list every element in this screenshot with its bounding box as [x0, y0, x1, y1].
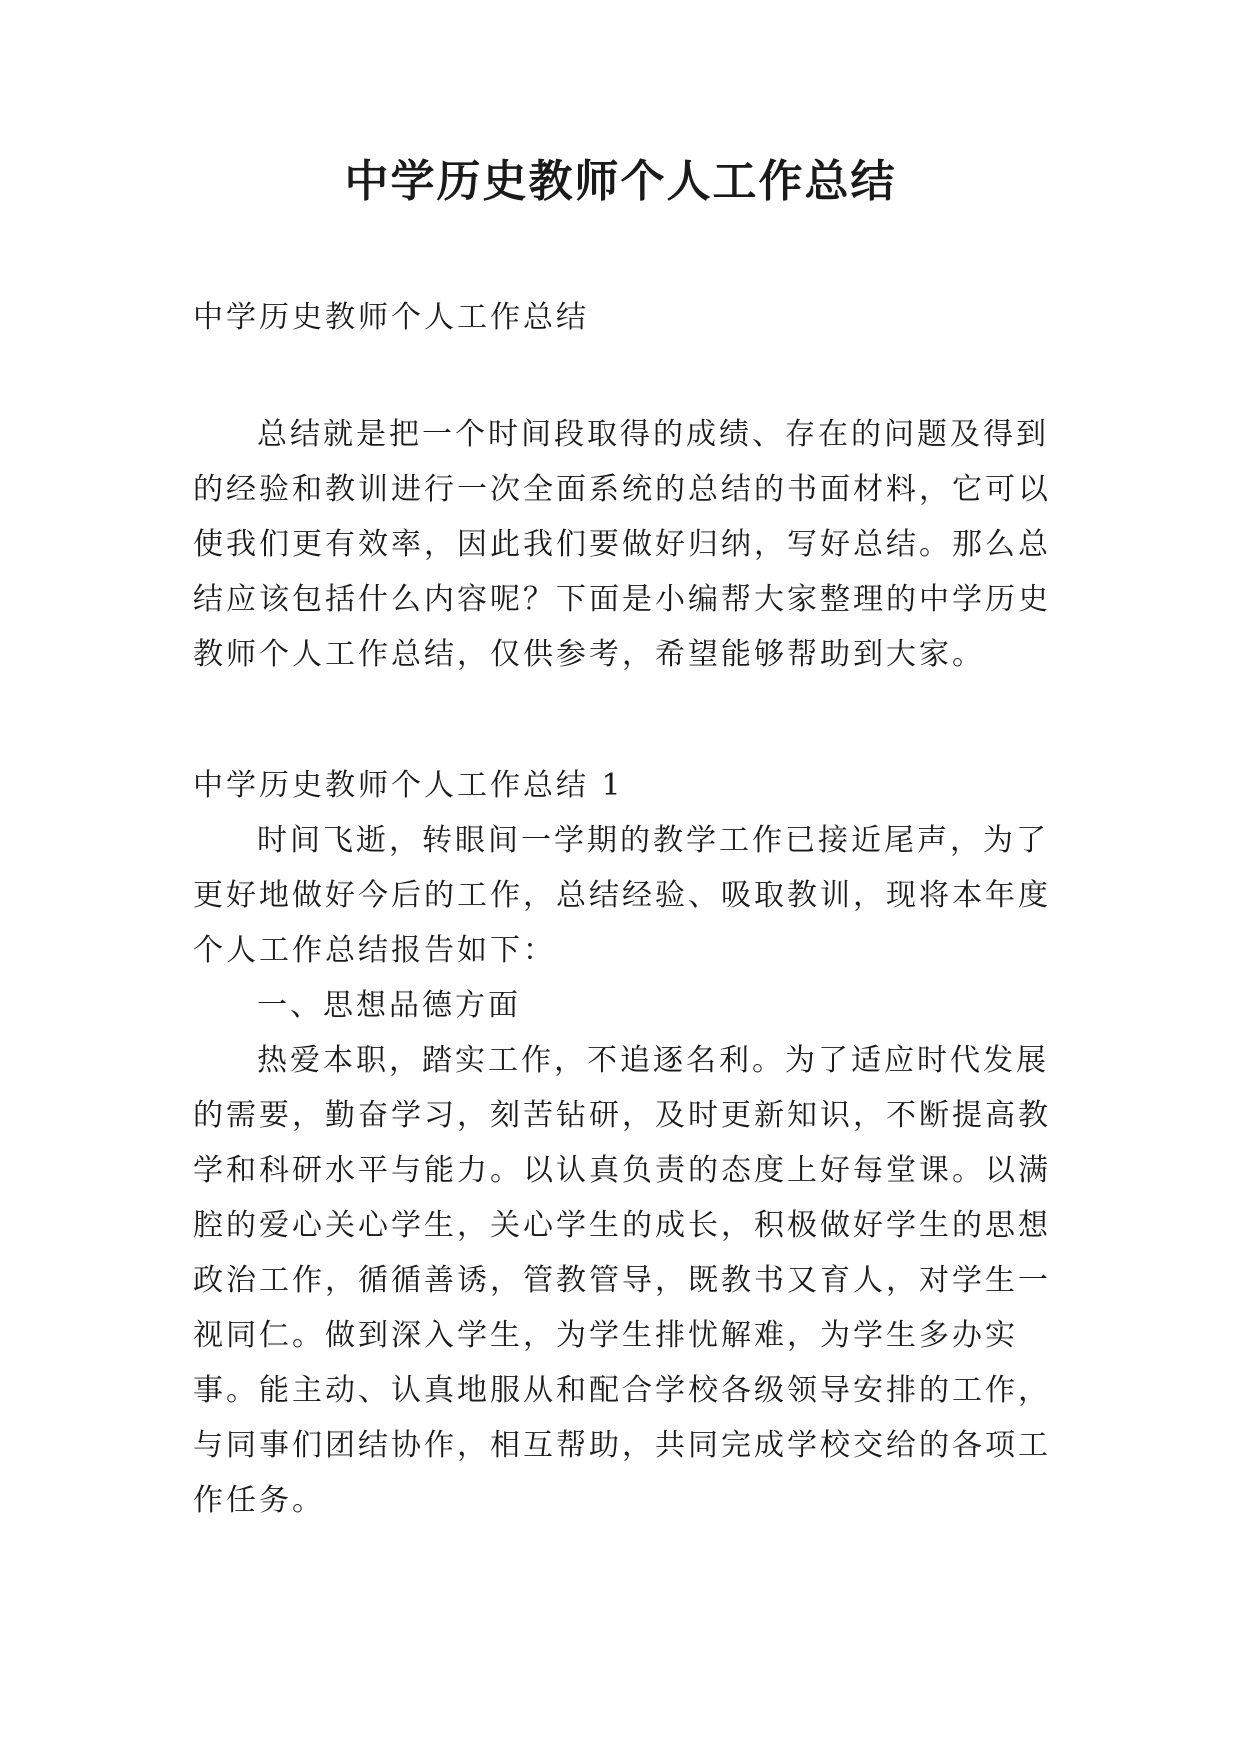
intro-paragraph: 总结就是把一个时间段取得的成绩、存在的问题及得到的经验和教训进行一次全面系统的总结的书面材料，它可以使我们更有效率，因此我们要做好归纳，写好总结。那么总结应该包括什么内容呢？下面是小编帮大家整理的中学历史教师个人工作总结，仅供参考，希望能够帮助到大家。 — [193, 417, 1051, 672]
document-title: 中学历史教师个人工作总结 — [344, 156, 897, 207]
body-paragraph-1: 时间飞逝，转眼间一学期的教学工作已接近尾声，为了更好地做好今后的工作，总结经验、吸取教训，现将本年度个人工作总结报告如下： — [193, 823, 1051, 968]
subheading-ideology: 一、思想品德方面 — [257, 988, 521, 1023]
body-paragraph-2: 热爱本职，踏实工作，不追逐名利。为了适应时代发展的需要，勤奋学习，刻苦钻研，及时更新知识，不断提高教学和科研水平与能力。以认真负责的态度上好每堂课。以满腔的爱心关心学生，关心学生的成长，积极做好学生的思想政治工作，循循善诱，管教管导，既教书又育人，对学生一视同仁。做到深入学生，为学生排忧解难，为学生多办实事。能主动、认真地服从和配合学校各级领导安排的工作，与同事们团结协作，相互帮助，共同完成学校交给的各项工作任务。 — [193, 1043, 1051, 1518]
document-subtitle: 中学历史教师个人工作总结 — [193, 300, 589, 335]
section-heading: 中学历史教师个人工作总结 1 — [193, 768, 624, 803]
